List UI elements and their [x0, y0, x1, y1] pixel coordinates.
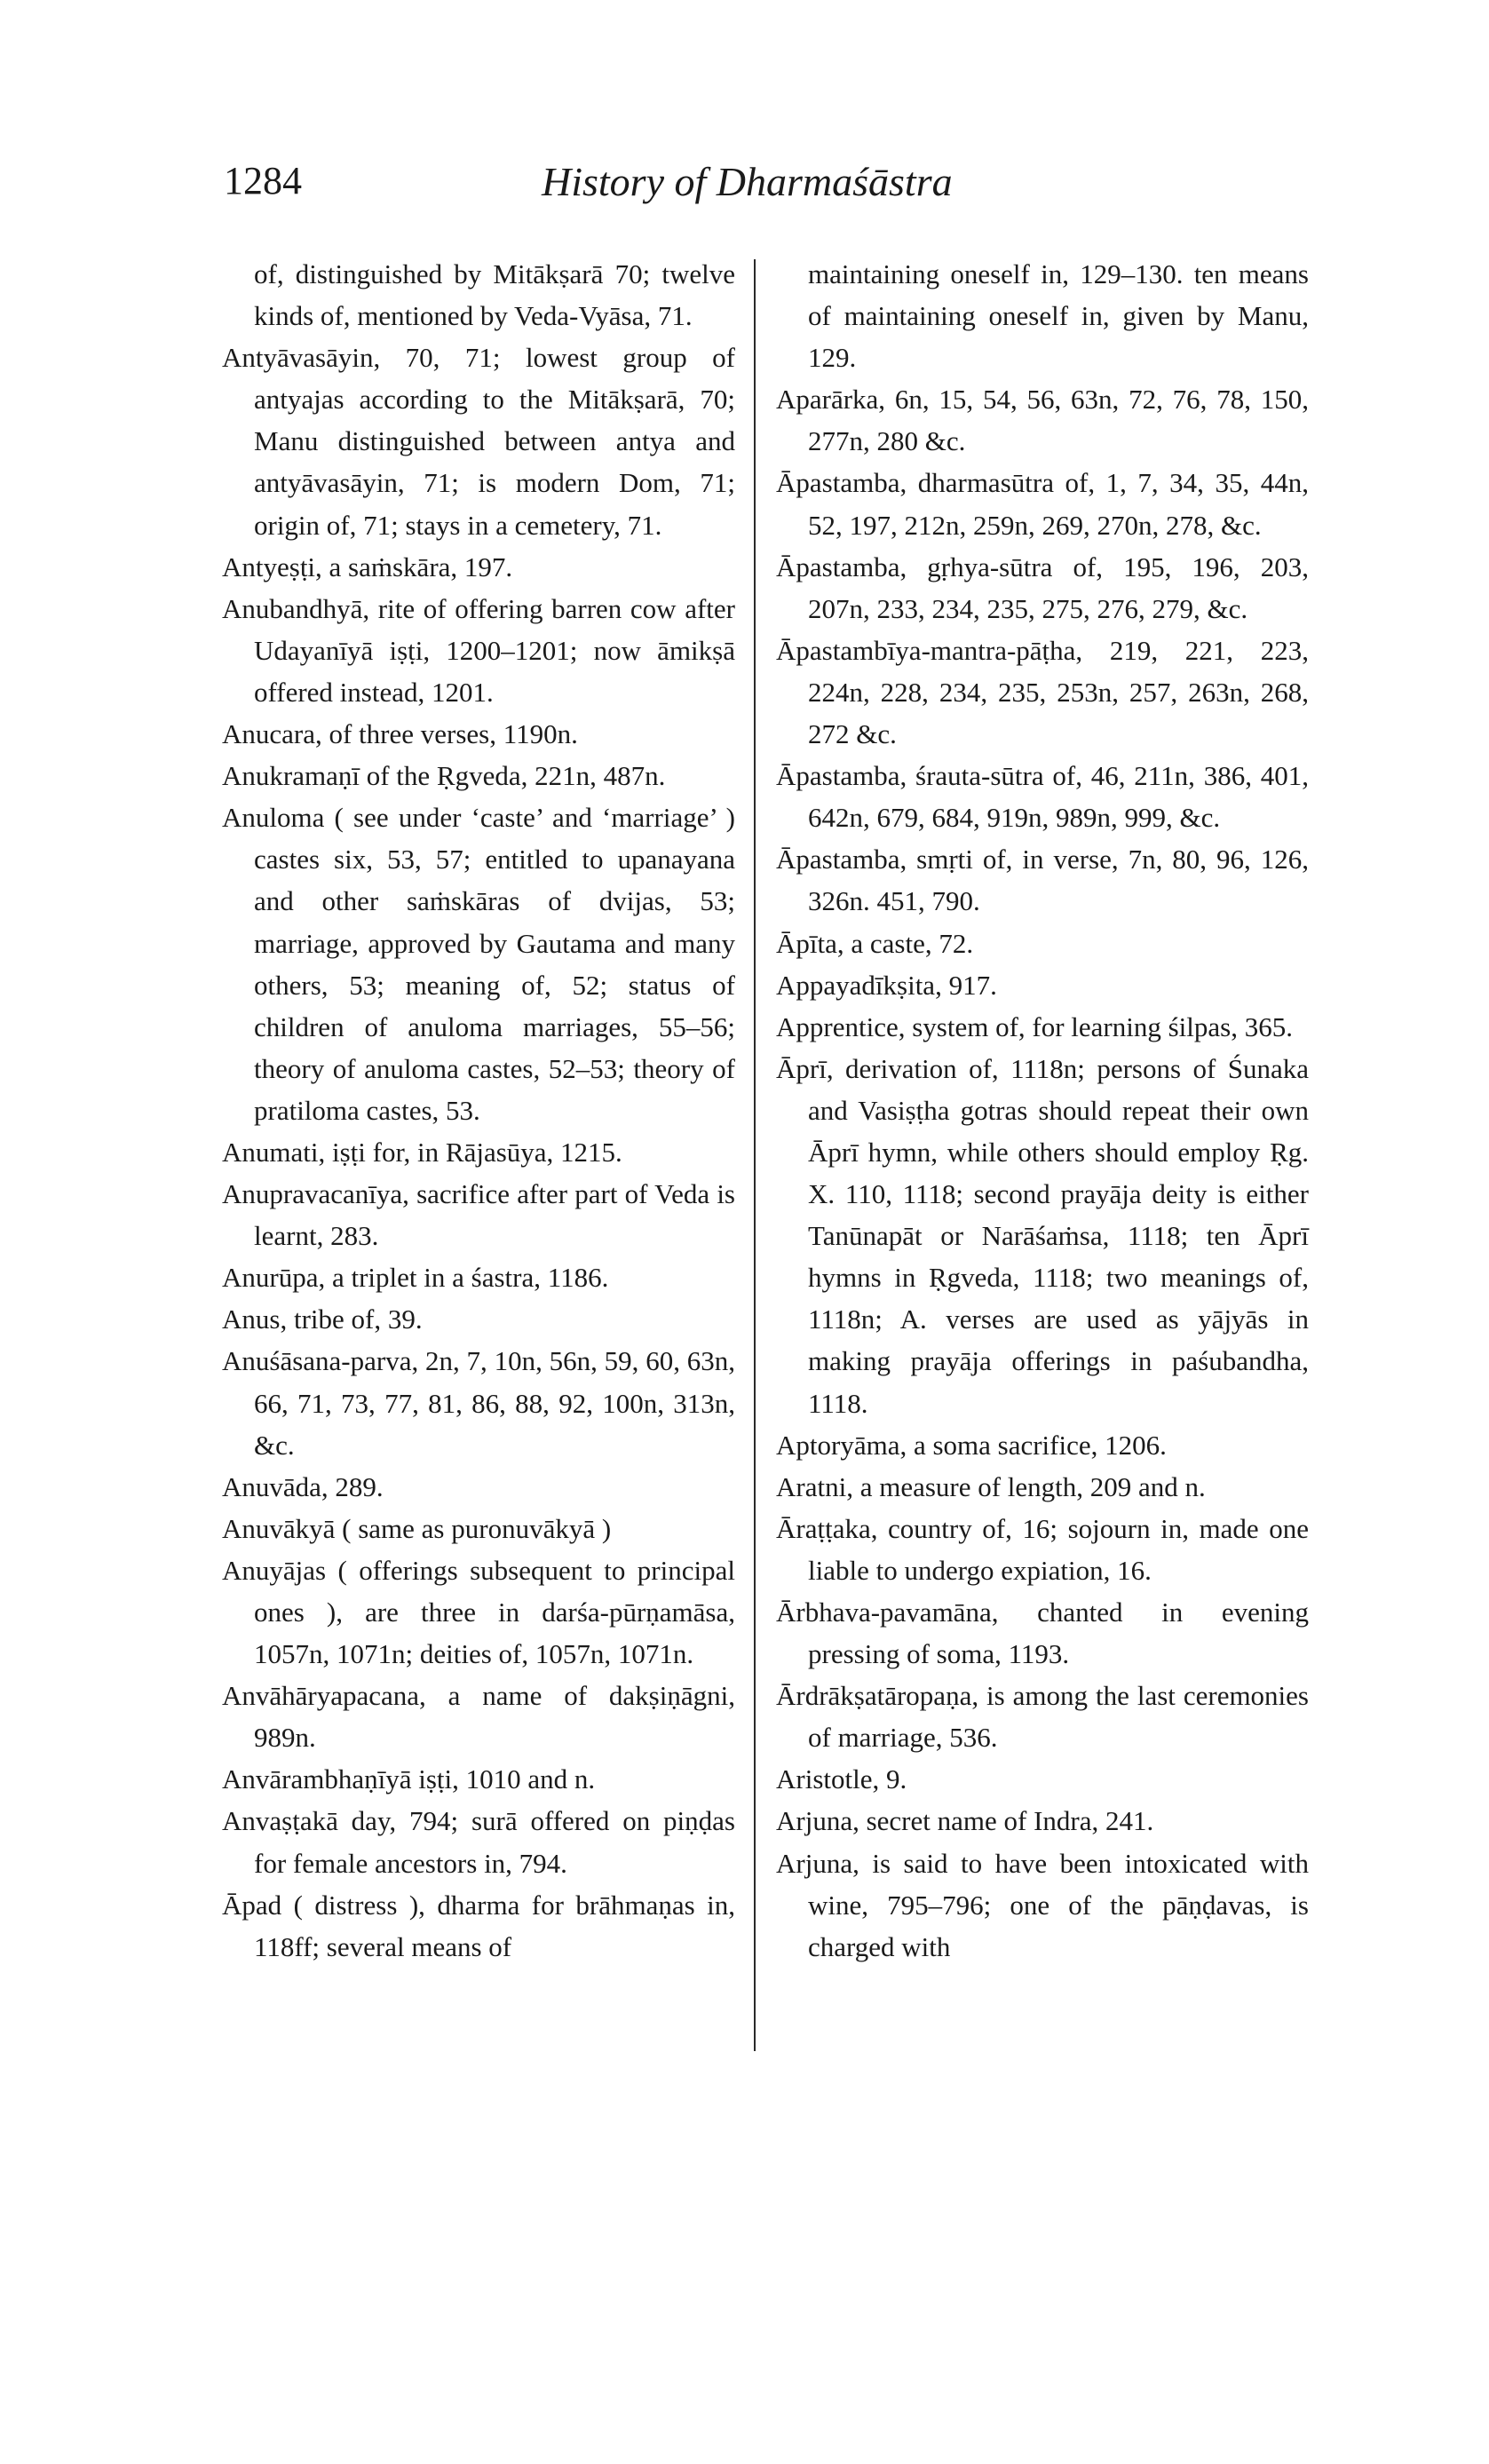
- index-entry: Anucara, of three verses, 1190n.: [222, 718, 578, 750]
- index-entry: Anubandhyā, rite of offering barren cow after Udayanīyā iṣṭi, 1200–1201; now āmikṣā offered instead, 1201.: [222, 592, 735, 708]
- index-entry: Anus, tribe of, 39.: [222, 1303, 423, 1335]
- page-number: 1284: [224, 159, 302, 202]
- index-entry: Āpastambīya-mantra-pāṭha, 219, 221, 223, 224n, 228, 234, 235, 253n, 257, 263n, 268, 272 &c.: [776, 634, 1309, 750]
- index-entry-continued: maintaining oneself in, 129–130. ten means of maintaining oneself in, given by Manu, 129.: [808, 258, 1309, 374]
- index-column-left: [222, 253, 735, 1968]
- index-entry: Anuvākyā ( same as puronuvākyā ): [222, 1512, 612, 1544]
- index-entry: Āpastamba, dharmasūtra of, 1, 7, 34, 35, 44n, 52, 197, 212n, 259n, 269, 270n, 278, &c.: [776, 467, 1309, 541]
- index-entry: Antyeṣṭi, a saṁskāra, 197.: [222, 551, 513, 582]
- index-entry: Āraṭṭaka, country of, 16; sojourn in, made one liable to undergo expiation, 16.: [776, 1512, 1309, 1586]
- index-entry: Anuvāda, 289.: [222, 1470, 384, 1502]
- index-entry-continued: of, distinguished by Mitākṣarā 70; twelve kinds of, mentioned by Veda-Vyāsa, 71.: [254, 258, 735, 332]
- index-entry: Āpīta, a caste, 72.: [776, 927, 974, 959]
- index-entry: Antyāvasāyin, 70, 71; lowest group of antyajas according to the Mitākṣarā, 70; Manu distinguished between antya and antyāvasāyin, 71; is modern Dom, 71; origin of, 71; stays in a cemetery, 71.: [222, 342, 735, 541]
- index-entry: Anumati, iṣṭi for, in Rājasūya, 1215.: [222, 1136, 622, 1168]
- index-entry: Appayadīkṣita, 917.: [776, 969, 997, 1001]
- index-entry: Anuśāsana-parva, 2n, 7, 10n, 56n, 59, 60, 63n, 66, 71, 73, 77, 81, 86, 88, 92, 100n, 313n, &c.: [222, 1345, 735, 1461]
- index-entry: Ārbhava-pavamāna, chanted in evening pressing of soma, 1193.: [776, 1596, 1309, 1670]
- index-entry: Āpastamba, śrauta-sūtra of, 46, 211n, 386, 401, 642n, 679, 684, 919n, 989n, 999, &c.: [776, 760, 1309, 834]
- index-entry: Aristotle, 9.: [776, 1763, 907, 1795]
- index-entry: Anvāhāryapacana, a name of dakṣiṇāgni, 989n.: [222, 1680, 735, 1754]
- index-entry: Āpastamba, smṛti of, in verse, 7n, 80, 96, 126, 326n. 451, 790.: [776, 844, 1309, 917]
- index-entry: Anupravacanīya, sacrifice after part of Veda is learnt, 283.: [222, 1178, 735, 1252]
- index-entry: Aparārka, 6n, 15, 54, 56, 63n, 72, 76, 78, 150, 277n, 280 &c.: [776, 384, 1309, 457]
- running-title: History of Dharmaśāstra: [542, 159, 953, 204]
- index-entry: Arjuna, is said to have been intoxicated with wine, 795–796; one of the pāṇḍavas, is charged with: [776, 1847, 1309, 1962]
- index-entry: Anvārambhaṇīyā iṣṭi, 1010 and n.: [222, 1763, 596, 1795]
- page-header: [0, 158, 1489, 220]
- index-entry: Anukramaṇī of the Ṛgveda, 221n, 487n.: [222, 760, 666, 792]
- index-entry: Anurūpa, a triplet in a śastra, 1186.: [222, 1262, 609, 1294]
- index-entry: Anuloma ( see under ‘caste’ and ‘marriage’ ) castes six, 53, 57; entitled to upanayana and other saṁskāras of dvijas, 53; marriage, approved by Gautama and many others, 53; meaning of, 52; status of children of anuloma marriages, 55–56; theory of anuloma castes, 52–53; theory of pratiloma castes, 53.: [222, 802, 735, 1126]
- index-entry: Anuyājas ( offerings subsequent to principal ones ), are three in darśa-pūrṇamāsa, 1057n, 1071n; deities of, 1057n, 1071n.: [222, 1554, 735, 1670]
- index-entry: Aratni, a measure of length, 209 and n.: [776, 1470, 1206, 1502]
- index-entry: Arjuna, secret name of Indra, 241.: [776, 1805, 1154, 1837]
- column-divider: [754, 259, 756, 2051]
- index-entry: Aptoryāma, a soma sacrifice, 1206.: [776, 1429, 1167, 1461]
- index-entry: Anvaṣṭakā day, 794; surā offered on piṇḍas for female ancestors in, 794.: [222, 1805, 735, 1879]
- index-entry: Apprentice, system of, for learning śilpas, 365.: [776, 1010, 1293, 1042]
- index-entry: Āprī, derivation of, 1118n; persons of Śunaka and Vasiṣṭha gotras should repeat their own Āprī hymn, while others should employ Ṛg. X. 110, 1118; second prayāja deity is either Tanūnapāt or Narāśaṁsa, 1118; ten Āprī hymns in Ṛgveda, 1118; two meanings of, 1118n; A. verses are used as yājyās in making prayāja offerings in paśubandha, 1118.: [776, 1052, 1309, 1419]
- index-entry: Āpastamba, gṛhya-sūtra of, 195, 196, 203, 207n, 233, 234, 235, 275, 276, 279, &c.: [776, 551, 1309, 624]
- index-entry: Ārdrākṣatāropaṇa, is among the last ceremonies of marriage, 536.: [776, 1680, 1309, 1754]
- index-column-right: [776, 253, 1309, 1968]
- index-entry: Āpad ( distress ), dharma for brāhmaṇas in, 118ff; several means of: [222, 1889, 735, 1962]
